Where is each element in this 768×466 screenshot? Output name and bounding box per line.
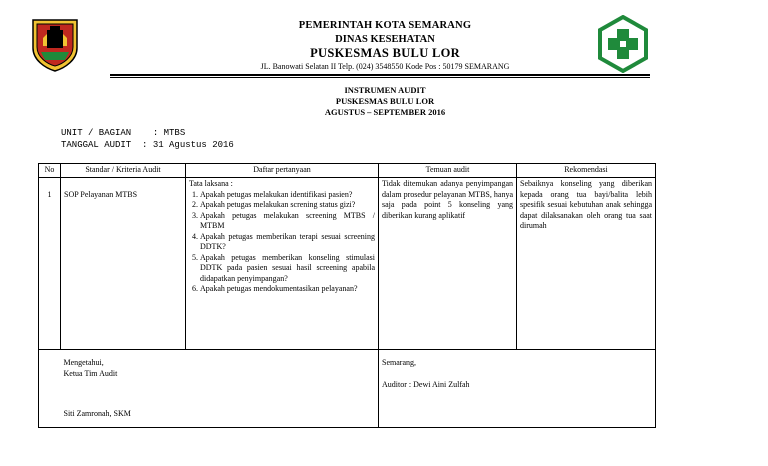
header-puskesmas: PUSKESMAS BULU LOR bbox=[310, 46, 460, 60]
doc-period: AGUSTUS – SEPTEMBER 2016 bbox=[324, 107, 446, 117]
doc-subtitle: PUSKESMAS BULU LOR bbox=[335, 96, 435, 106]
puskesmas-logo bbox=[597, 15, 649, 73]
table-header-row bbox=[39, 164, 656, 178]
col-header-standard: Standar / Kriteria Audit bbox=[61, 164, 186, 178]
question-item: 4. Apakah petugas memberikan terapi sesuai screening DDTK? bbox=[200, 232, 375, 253]
question-item: 1. Apakah petugas melakukan identifikasi pasien? bbox=[200, 190, 375, 201]
audit-table bbox=[38, 163, 656, 428]
question-item: 5. Apakah petugas memberikan konseling stimulasi DDTK pada pasien sesuai hasil screening apabila didapatkan penyimpangan? bbox=[200, 253, 375, 285]
col-header-recommendation: Rekomendasi bbox=[517, 164, 656, 178]
header-rule-thick bbox=[110, 74, 650, 76]
header-government: PEMERINTAH KOTA SEMARANG bbox=[298, 20, 472, 31]
row-number: 1 bbox=[39, 178, 61, 350]
auditor-label: Auditor : Dewi Aini Zulfah bbox=[382, 379, 470, 389]
header-department: DINAS KESEHATAN bbox=[335, 34, 435, 45]
signature-left bbox=[61, 350, 379, 428]
signature-spacer bbox=[39, 350, 61, 428]
acknowledged-label: Mengetahui, bbox=[63, 358, 104, 367]
question-list bbox=[189, 190, 375, 295]
date-line: TANGGAL AUDIT : 31 Agustus 2016 bbox=[61, 140, 234, 150]
row-standard: SOP Pelayanan MTBS bbox=[61, 178, 186, 350]
question-item: 6. Apakah petugas mendokumentasikan pelayanan? bbox=[200, 284, 375, 295]
col-header-questions: Daftar pertanyaan bbox=[186, 164, 379, 178]
doc-title: INSTRUMEN AUDIT bbox=[344, 85, 426, 95]
question-item: 2. Apakah petugas melakukan screning status gizi? bbox=[200, 200, 375, 211]
team-lead-label: Ketua Tim Audit bbox=[63, 368, 118, 378]
question-item: 3. Apakah petugas melakukan screening MTBS / MTBM bbox=[200, 211, 375, 232]
col-header-finding: Temuan audit bbox=[379, 164, 517, 178]
questions-intro: Tata laksana : bbox=[189, 179, 233, 188]
row-recommendation: Sebaiknya konseling yang diberikan kepada orang tua bayi/balita lebih spesifik sesuai kebutuhan anak sehingga dapat dilaksanakan oleh orang tua saat dirumah bbox=[517, 178, 656, 350]
signature-row bbox=[39, 350, 656, 428]
place-label: Semarang, bbox=[382, 358, 416, 367]
row-questions bbox=[186, 178, 379, 350]
unit-line: UNIT / BAGIAN : MTBS bbox=[61, 128, 186, 138]
table-row bbox=[39, 178, 656, 350]
row-finding: Tidak ditemukan adanya penyimpangan dalam prosedur pelayanan MTBS, hanya saja pada point 5 konseling yang diberikan kurang aplikatif bbox=[379, 178, 517, 350]
header-address: JL. Banowati Selatan II Telp. (024) 3548550 Kode Pos : 50179 SEMARANG bbox=[260, 62, 510, 71]
col-header-no: No bbox=[39, 164, 61, 178]
signature-right bbox=[379, 350, 656, 428]
semarang-crest-logo bbox=[31, 18, 79, 72]
team-lead-name: Siti Zamronah, SKM bbox=[63, 409, 131, 418]
header-rule-thin bbox=[110, 77, 650, 78]
